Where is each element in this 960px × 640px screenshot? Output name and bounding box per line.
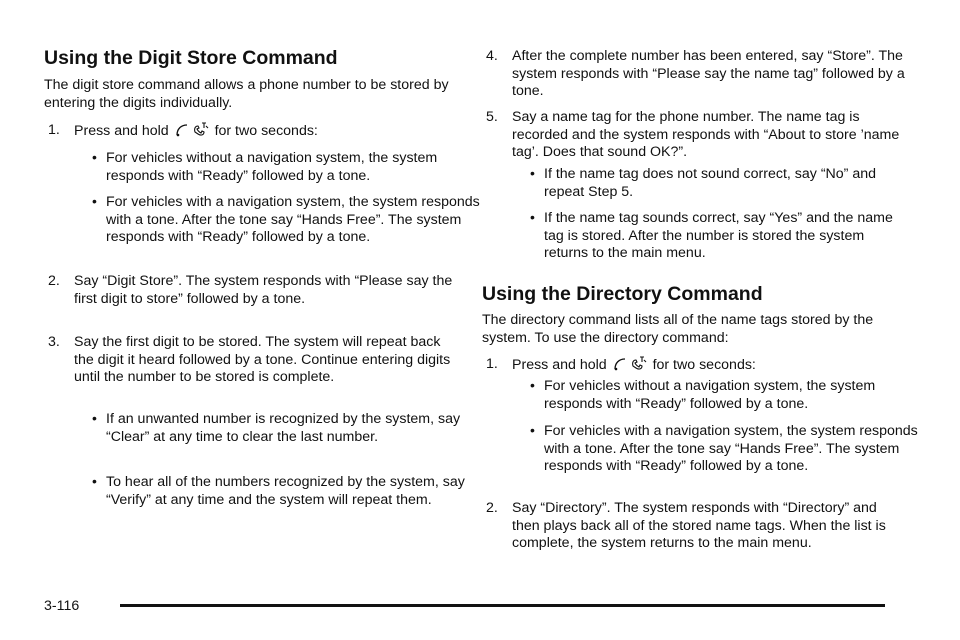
voice-recognition-icon [175, 123, 189, 143]
step-text: Say “Digit Store”. The system responds with “Please say the first digit to store” followed by a tone. [74, 273, 453, 307]
step-text: After the complete number has been entered, say “Store”. The system responds with “Please say the name tag” followed by a tone. [512, 48, 905, 99]
digit-store-step-3-bullet-2: • To hear all of the numbers recognized by the system, say “Verify” at any time and the system will repeat them. [92, 474, 476, 509]
digit-store-step-1-bullet-1: • For vehicles without a navigation system, the system responds with “Ready” followed by a tone. [92, 150, 496, 185]
step-text: Say a name tag for the phone number. The name tag is recorded and the system responds with “About to store ’name tag’. Does that sound OK?”. [512, 109, 900, 160]
digit-store-step-3-bullet-1: • If an unwanted number is recognized by the system, say “Clear” at any time to clear the last number. [92, 411, 476, 446]
step-text: Say the first digit to be stored. The system will repeat back the digit it heard followed by a tone. Continue entering digits until the number to be stored is complete. [74, 334, 451, 385]
step-text: Say “Directory”. The system responds with “Directory” and then plays back all of the stored name tags. When the list is complete, the system returns to the main menu. [512, 500, 886, 551]
step-number: 1. [486, 356, 498, 372]
phone-talk-icon [631, 356, 647, 377]
step-number: 1. [48, 122, 60, 138]
voice-recognition-icon [613, 357, 627, 377]
digit-store-step-5-bullet-2: • If the name tag sounds correct, say “Yes” and the name tag is stored. After the number is stored the system returns to the main menu. [530, 210, 894, 263]
digit-store-intro: The digit store command allows a phone number to be stored by entering the digits individually. [44, 77, 449, 111]
directory-step-1 [486, 356, 902, 377]
digit-store-step-1-bullet-2: • For vehicles with a navigation system, the system responds with a tone. After the tone say “Hands Free”. The system responds with “Ready” followed by a tone. [92, 194, 496, 247]
step-number: 2. [48, 273, 60, 289]
directory-intro: The directory command lists all of the name tags stored by the system. To use the directory command: [482, 312, 874, 346]
digit-store-step-2 [48, 273, 454, 308]
digit-store-heading: Using the Digit Store Command [44, 47, 338, 69]
phone-talk-icon [193, 122, 209, 143]
digit-store-step-4 [486, 48, 912, 101]
directory-step-1-bullet-2: • For vehicles with a navigation system, the system responds with a tone. After the tone say “Hands Free”. The system responds with “Ready” followed by a tone. [530, 423, 936, 476]
page-number: 3-116 [44, 598, 80, 614]
step-number: 5. [486, 109, 498, 125]
step-number: 4. [486, 48, 498, 64]
digit-store-step-5-bullet-1: • If the name tag does not sound correct, say “No” and repeat Step 5. [530, 166, 894, 201]
digit-store-step-1 [48, 122, 464, 143]
step-text-after: for two seconds: [652, 357, 756, 373]
step-number: 2. [486, 500, 498, 516]
step-text-before: Press and hold [74, 123, 169, 139]
directory-heading: Using the Directory Command [482, 283, 763, 305]
directory-step-1-bullet-1: • For vehicles without a navigation system, the system responds with “Ready” followed by a tone. [530, 378, 936, 413]
step-text-before: Press and hold [512, 357, 607, 373]
digit-store-step-3 [48, 334, 464, 387]
digit-store-step-5 [486, 109, 912, 162]
step-number: 3. [48, 334, 60, 350]
step-text-after: for two seconds: [214, 123, 318, 139]
footer-rule [120, 604, 885, 607]
directory-step-2 [486, 500, 902, 553]
